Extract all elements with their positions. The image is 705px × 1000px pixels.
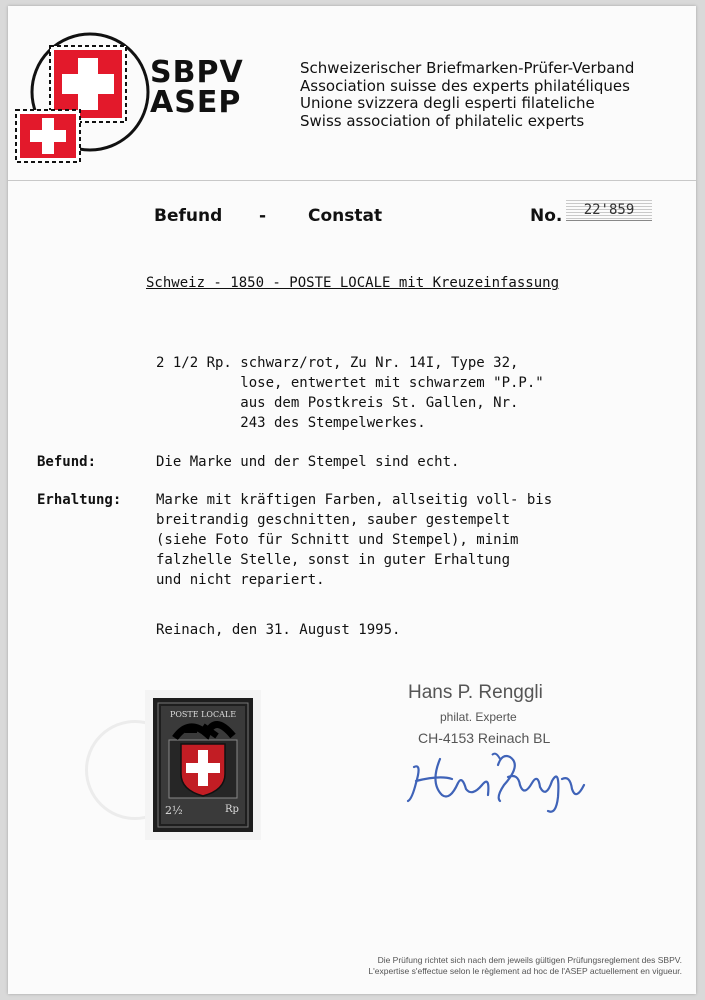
association-fr: Association suisse des experts philatéliques <box>300 76 630 95</box>
erhaltung-line-1: Marke mit kräftigen Farben, allseitig voll- bis <box>156 492 553 508</box>
expert-name: Hans P. Renggli <box>408 682 543 703</box>
description-line-1: 2 1/2 Rp. schwarz/rot, Zu Nr. 14I, Type 32, <box>156 355 519 371</box>
place-date: Reinach, den 31. August 1995. <box>156 622 401 638</box>
brand-line-2: ASEP <box>150 85 242 120</box>
stamp-top-text: POSTE LOCALE <box>169 710 237 719</box>
stamp-value-right: Rp <box>225 804 239 815</box>
erhaltung-line-2: breitrandig geschnitten, sauber gestempelt <box>156 512 511 528</box>
association-de: Schweizerischer Briefmarken-Prüfer-Verband <box>300 59 635 77</box>
brand-line-1: SBPV <box>150 55 244 90</box>
association-it: Unione svizzera degli esperti filateliche <box>300 94 595 112</box>
description-line-4: 243 des Stempelwerkes. <box>156 415 426 431</box>
erhaltung-line-4: falzhelle Stelle, sonst in guter Erhaltung <box>156 552 511 568</box>
number-label: No. <box>530 206 563 226</box>
description-line-2: lose, entwertet mit schwarzem "P.P." <box>156 375 544 391</box>
erhaltung-line-3: (siehe Foto für Schnitt und Stempel), minim <box>156 532 519 548</box>
association-names <box>300 60 634 130</box>
association-en: Swiss association of philatelic experts <box>300 111 585 130</box>
expert-address: CH-4153 Reinach BL <box>418 730 551 746</box>
erhaltung-line-5: und nicht repariert. <box>156 572 325 588</box>
title-dash: - <box>259 206 267 226</box>
erhaltung-label: Erhaltung: <box>37 492 122 508</box>
title-constat: Constat <box>308 206 383 226</box>
expert-title: philat. Experte <box>440 710 517 724</box>
footer-disclaimer <box>312 955 682 977</box>
footer-line-de: Die Prüfung richtet sich nach dem jeweils gültigen Prüfungsreglement des SBPV. <box>377 955 682 965</box>
stamp-photo <box>145 690 261 840</box>
sbpv-logo <box>12 24 152 169</box>
subject-line: Schweiz - 1850 - POSTE LOCALE mit Kreuzeinfassung <box>146 275 560 291</box>
stamp-value-left: 2½ <box>165 804 183 817</box>
footer-line-fr: L'expertise s'effectue selon le règlement ad hoc de l'ASEP actuellement en vigueur. <box>368 966 682 976</box>
description-line-3: aus dem Postkreis St. Gallen, Nr. <box>156 395 519 411</box>
certificate-number: 22'859 <box>566 198 652 221</box>
befund-label: Befund: <box>37 454 97 470</box>
expert-signature <box>400 745 595 820</box>
header-divider <box>8 180 696 181</box>
brand-name <box>150 55 244 120</box>
title-befund: Befund <box>154 206 223 226</box>
befund-text: Die Marke und der Stempel sind echt. <box>156 454 460 470</box>
